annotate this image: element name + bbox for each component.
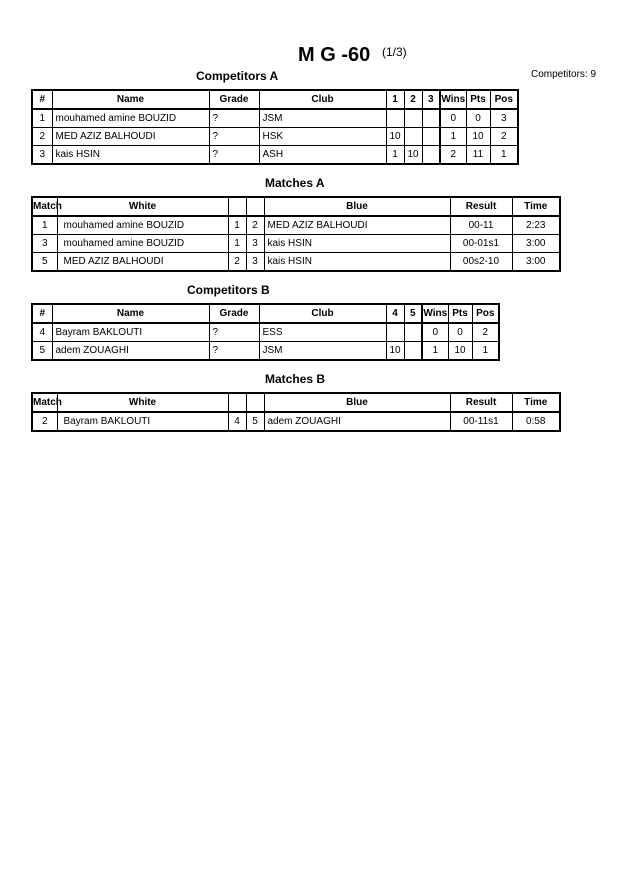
wins: 2 [440, 146, 466, 165]
table-row [32, 253, 560, 272]
white-competitor: MED AZIZ BALHOUDI [57, 253, 228, 272]
table-header-row [32, 393, 560, 412]
col-club: Club [259, 304, 386, 323]
col-result: Result [450, 393, 512, 412]
score-5 [404, 323, 422, 342]
wins: 1 [422, 342, 448, 361]
competitor-grade: ? [209, 109, 259, 128]
table-row [32, 109, 518, 128]
col-wins: Wins [440, 90, 466, 109]
competitors-a-table [31, 89, 519, 165]
col-score-3: 3 [422, 90, 440, 109]
match-result: 00s2-10 [450, 253, 512, 272]
wins: 0 [422, 323, 448, 342]
competitor-grade: ? [209, 128, 259, 146]
table-row [32, 342, 499, 361]
competitor-club: JSM [259, 109, 386, 128]
table-row [32, 146, 518, 165]
page-title: M G -60 [298, 44, 371, 66]
score-2 [404, 109, 422, 128]
col-wins: Wins [422, 304, 448, 323]
match-time: 2:23 [512, 216, 560, 235]
blue-competitor: MED AZIZ BALHOUDI [264, 216, 450, 235]
competitor-name: adem ZOUAGHI [52, 342, 209, 361]
blue-num: 5 [246, 412, 264, 431]
pos: 1 [472, 342, 499, 361]
score-5 [404, 342, 422, 361]
competitor-club: JSM [259, 342, 386, 361]
col-score-4: 4 [386, 304, 404, 323]
match-num: 3 [32, 235, 57, 253]
competitor-num: 2 [32, 128, 52, 146]
col-name: Name [52, 304, 209, 323]
col-white: White [57, 393, 228, 412]
match-time: 3:00 [512, 235, 560, 253]
table-row [32, 216, 560, 235]
competitors-b-table [31, 303, 500, 361]
score-3 [422, 146, 440, 165]
col-score-2: 2 [404, 90, 422, 109]
white-competitor: Bayram BAKLOUTI [57, 412, 228, 431]
wins: 0 [440, 109, 466, 128]
table-header-row [32, 304, 499, 323]
blue-competitor: adem ZOUAGHI [264, 412, 450, 431]
score-2: 10 [404, 146, 422, 165]
pos: 3 [490, 109, 518, 128]
col-pts: Pts [448, 304, 472, 323]
pos: 2 [472, 323, 499, 342]
pts: 11 [466, 146, 490, 165]
white-num: 4 [228, 412, 246, 431]
competitor-name: mouhamed amine BOUZID [52, 109, 209, 128]
pos: 2 [490, 128, 518, 146]
blue-competitor: kais HSIN [264, 235, 450, 253]
pos: 1 [490, 146, 518, 165]
competitor-club: HSK [259, 128, 386, 146]
score-3 [422, 128, 440, 146]
col-result: Result [450, 197, 512, 216]
match-num: 5 [32, 253, 57, 272]
blue-num: 3 [246, 253, 264, 272]
competitors-count: Competitors: 9 [531, 69, 597, 80]
score-1: 1 [386, 146, 404, 165]
score-1: 10 [386, 128, 404, 146]
match-num: 2 [32, 412, 57, 431]
score-4: 10 [386, 342, 404, 361]
match-num: 1 [32, 216, 57, 235]
competitor-grade: ? [209, 342, 259, 361]
table-row [32, 235, 560, 253]
table-header-row [32, 90, 518, 109]
matches-b-table [31, 392, 561, 432]
col-name: Name [52, 90, 209, 109]
competitors-b-title: Competitors B [187, 283, 270, 297]
competitor-num: 5 [32, 342, 52, 361]
col-score-5: 5 [404, 304, 422, 323]
page-indicator: (1/3) [382, 45, 407, 59]
pts: 0 [448, 323, 472, 342]
score-1 [386, 109, 404, 128]
col-match: Match [32, 393, 57, 412]
white-competitor: mouhamed amine BOUZID [57, 235, 228, 253]
matches-a-table [31, 196, 561, 272]
col-blue: Blue [264, 393, 450, 412]
white-num: 2 [228, 253, 246, 272]
col-score-1: 1 [386, 90, 404, 109]
blue-num: 3 [246, 235, 264, 253]
competitor-name: kais HSIN [52, 146, 209, 165]
col-time: Time [512, 393, 560, 412]
score-4 [386, 323, 404, 342]
table-row [32, 128, 518, 146]
col-white: White [57, 197, 228, 216]
col-club: Club [259, 90, 386, 109]
col-num: # [32, 304, 52, 323]
col-blue: Blue [264, 197, 450, 216]
col-grade: Grade [209, 90, 259, 109]
col-match: Match [32, 197, 57, 216]
match-time: 0:58 [512, 412, 560, 431]
blue-competitor: kais HSIN [264, 253, 450, 272]
col-time: Time [512, 197, 560, 216]
white-num: 1 [228, 235, 246, 253]
matches-a-title: Matches A [265, 176, 325, 190]
competitor-grade: ? [209, 323, 259, 342]
white-num: 1 [228, 216, 246, 235]
match-time: 3:00 [512, 253, 560, 272]
competitor-num: 1 [32, 109, 52, 128]
competitor-num: 3 [32, 146, 52, 165]
matches-b-title: Matches B [265, 372, 326, 386]
pts: 10 [448, 342, 472, 361]
pts: 0 [466, 109, 490, 128]
match-result: 00-11 [450, 216, 512, 235]
col-num: # [32, 90, 52, 109]
table-header-row [32, 197, 560, 216]
competitor-club: ESS [259, 323, 386, 342]
competitor-club: ASH [259, 146, 386, 165]
col-pos: Pos [490, 90, 518, 109]
white-competitor: mouhamed amine BOUZID [57, 216, 228, 235]
table-row [32, 323, 499, 342]
competitor-name: Bayram BAKLOUTI [52, 323, 209, 342]
table-row [32, 412, 560, 431]
wins: 1 [440, 128, 466, 146]
competitors-a-title: Competitors A [196, 69, 279, 83]
col-pos: Pos [472, 304, 499, 323]
competitor-num: 4 [32, 323, 52, 342]
pts: 10 [466, 128, 490, 146]
col-pts: Pts [466, 90, 490, 109]
competitor-grade: ? [209, 146, 259, 165]
blue-num: 2 [246, 216, 264, 235]
match-result: 00-01s1 [450, 235, 512, 253]
competitor-name: MED AZIZ BALHOUDI [52, 128, 209, 146]
score-3 [422, 109, 440, 128]
match-result: 00-11s1 [450, 412, 512, 431]
col-grade: Grade [209, 304, 259, 323]
score-2 [404, 128, 422, 146]
